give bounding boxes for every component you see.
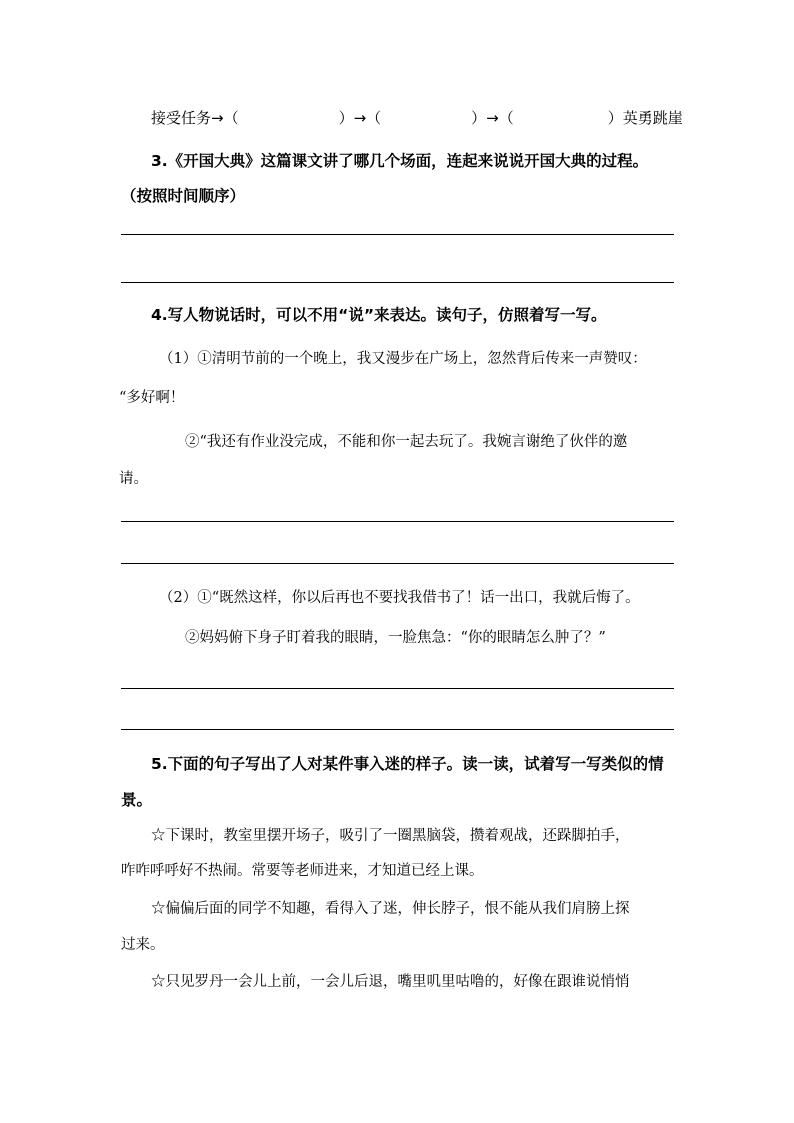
question-3-note: （按照时间顺序）	[121, 187, 246, 205]
q5-example-1-line-2: 咋咋呼呼好不热闹。常要等老师进来，才知道已经上课。	[121, 863, 484, 879]
chain-end: ）英勇跳崖	[607, 109, 683, 127]
chain-start: 接受任务→（	[151, 109, 239, 127]
question-3-title: 3.《开国大典》这篇课文讲了哪几个场面，连起来说说开国大典的过程。	[151, 152, 649, 170]
chain-mid-2: ）→（	[471, 109, 514, 127]
q5-example-2-line-1: ☆偏偏后面的同学不知趣，看得入了迷，伸长脖子，恨不能从我们肩膀上探	[151, 901, 630, 917]
q4-sentence-2-line-2: 请。	[119, 471, 148, 487]
answer-line-3a[interactable]	[121, 234, 674, 235]
q5-example-3-line-1: ☆只见罗丹一会儿上前，一会儿后退，嘴里叽里咕噜的，好像在跟谁说悄悄	[151, 974, 630, 990]
answer-line-4d[interactable]	[121, 729, 674, 730]
chain-mid-1: ）→（	[338, 109, 382, 127]
task-chain-line	[151, 108, 683, 128]
q4-sentence-1-line-1: （1）①清明节前的一个晚上，我又漫步在广场上，忽然背后传来一声赞叹：	[159, 351, 647, 367]
question-5-title-line-2: 景。	[121, 791, 153, 809]
q5-example-1-line-1: ☆下课时，教室里摆开场子，吸引了一圈黑脑袋，攒着观战，还跺脚拍手，	[151, 828, 630, 844]
q4-sentence-3: （2）①“既然这样，你以后再也不要找我借书了！话一出口，我就后悔了。	[159, 590, 640, 606]
q5-example-2-line-2: 过来。	[121, 937, 165, 953]
answer-line-4a[interactable]	[121, 521, 674, 522]
q4-sentence-1-line-2: “多好啊！	[119, 390, 185, 406]
q4-sentence-4: ②妈妈俯下身子盯着我的眼睛，一脸焦急：“你的眼睛怎么肿了？”	[185, 630, 606, 646]
q4-sentence-2-line-1: ②“我还有作业没完成，不能和你一起去玩了。我婉言谢绝了伙伴的邀	[185, 434, 628, 450]
answer-line-4b[interactable]	[121, 563, 674, 564]
answer-line-3b[interactable]	[121, 282, 674, 283]
answer-line-4c[interactable]	[121, 688, 674, 689]
question-5-title-line-1: 5.下面的句子写出了人对某件事入迷的样子。读一读，试着写一写类似的情	[151, 755, 664, 773]
question-4-title: 4.写人物说话时，可以不用“说”来表达。读句子，仿照着写一写。	[151, 306, 607, 324]
